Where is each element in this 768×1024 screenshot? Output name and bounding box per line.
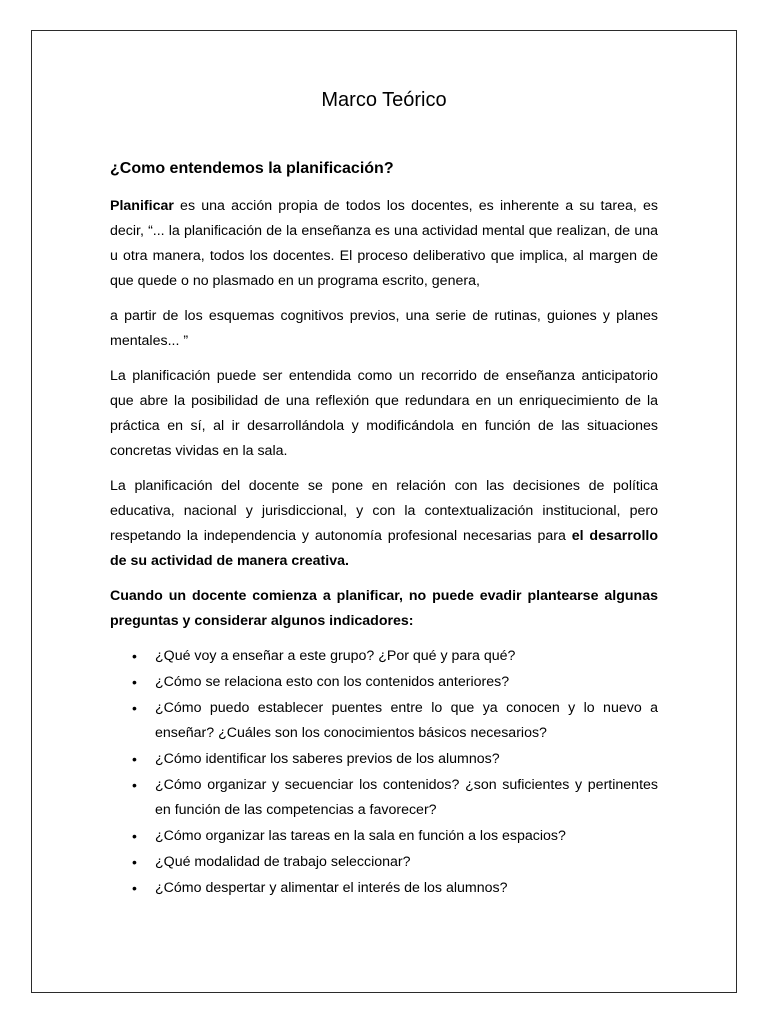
list-item — [110, 876, 658, 901]
paragraph-3: La planificación puede ser entendida como un recorrido de enseñanza anticipatorio que abre la posibilidad de una reflexión que redundara en un enriquecimiento de la práctica en sí, al ir desarrollándola y modificándola en función de las situaciones concretas vividas en la sala. — [110, 368, 658, 459]
paragraph-2: a partir de los esquemas cognitivos previos, una serie de rutinas, guiones y planes mentales... ” — [110, 308, 658, 349]
list-item-text: ¿Cómo identificar los saberes previos de los alumnos? — [155, 751, 500, 767]
list-item-text: ¿Cómo despertar y alimentar el interés de los alumnos? — [155, 880, 508, 896]
list-item-text: ¿Cómo organizar las tareas en la sala en función a los espacios? — [155, 828, 566, 844]
paragraph-4-text: La planificación del docente se pone en relación con las decisiones de política educativa, nacional y jurisdiccional, y con la contextualización institucional, pero respetando la independencia y autonomía profesional necesarias para — [110, 478, 658, 544]
paragraph-4 — [110, 474, 658, 574]
document-body — [110, 86, 658, 902]
paragraph-4-bold-end: el desarrollo de su actividad de manera creativa. — [110, 528, 659, 569]
list-item — [110, 670, 658, 695]
section-heading: ¿Como entendemos la planificación? — [110, 160, 394, 177]
bullet-icon: • — [132, 777, 137, 793]
list-item — [110, 824, 658, 849]
list-item-text: ¿Cómo organizar y secuenciar los contenidos? ¿son suficientes y pertinentes en función de las competencias a favorecer? — [155, 777, 658, 818]
bullet-icon: • — [132, 700, 137, 716]
bullet-icon: • — [132, 751, 137, 767]
list-item — [110, 644, 658, 669]
list-item — [110, 696, 658, 746]
list-item-text: ¿Cómo puedo establecer puentes entre lo que ya conocen y lo nuevo a enseñar? ¿Cuáles son los conocimientos básicos necesarios? — [155, 700, 658, 741]
document-title: Marco Teórico — [321, 89, 447, 111]
paragraph-1 — [110, 194, 658, 294]
list-item — [110, 747, 658, 772]
bullet-icon: • — [132, 828, 137, 844]
paragraph-1-text: es una acción propia de todos los docentes, es inherente a su tarea, es decir, “... la planificación de la enseñanza es una actividad mental que realizan, de una u otra manera, todos los docentes. El proceso deliberativo que implica, al margen de que quede o no plasmado en un programa escrito, genera, — [110, 198, 658, 289]
list-item-text: ¿Qué modalidad de trabajo seleccionar? — [155, 854, 411, 870]
bullet-icon: • — [132, 854, 137, 870]
paragraph-5: Cuando un docente comienza a planificar, no puede evadir plantearse algunas preguntas y considerar algunos indicadores: — [110, 588, 658, 629]
paragraph-1-bold-start: Planificar — [110, 198, 174, 214]
list-item — [110, 773, 658, 823]
bullet-icon: • — [132, 648, 137, 664]
list-item-text: ¿Cómo se relaciona esto con los contenidos anteriores? — [155, 674, 510, 690]
list-item-text: ¿Qué voy a enseñar a este grupo? ¿Por qué y para qué? — [155, 648, 516, 664]
questions-list — [110, 644, 658, 901]
bullet-icon: • — [132, 674, 137, 690]
list-item — [110, 850, 658, 875]
bullet-icon: • — [132, 880, 137, 896]
